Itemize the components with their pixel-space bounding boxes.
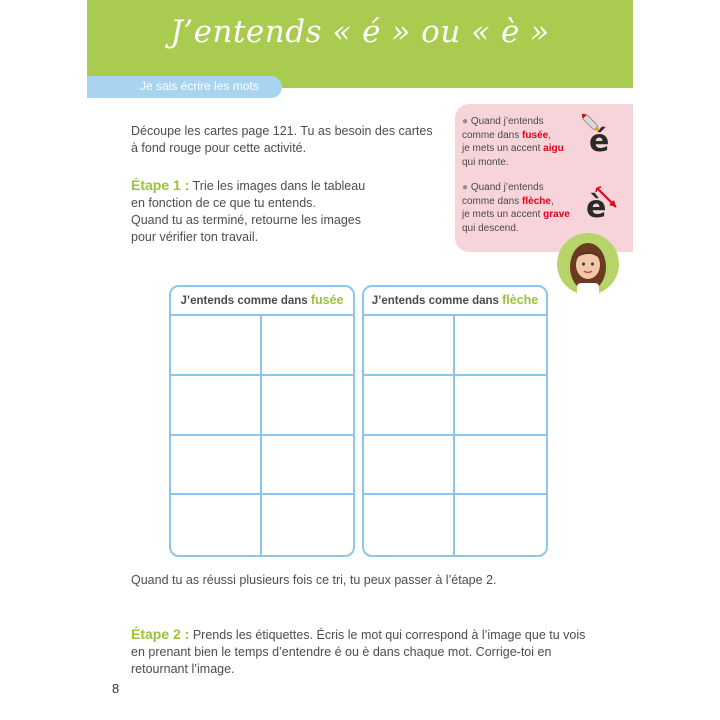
grid-cell[interactable] bbox=[455, 376, 546, 436]
sorting-grid bbox=[364, 316, 546, 555]
rule-keyword: fusée bbox=[522, 129, 549, 141]
girl-avatar bbox=[557, 233, 619, 295]
intro-text bbox=[131, 123, 433, 157]
after-table-text: Quand tu as réussi plusieurs fois ce tri, tu peux passer à l’étape 2. bbox=[131, 573, 497, 587]
rule-punct: , bbox=[548, 129, 551, 141]
step1-line: Quand tu as terminé, retourne les images bbox=[131, 213, 361, 227]
bullet: ● bbox=[462, 116, 469, 127]
table-header bbox=[171, 287, 353, 316]
rule-line: Quand j’entends bbox=[468, 116, 544, 127]
grid-cell[interactable] bbox=[364, 316, 455, 376]
step2-line: retournant l’image. bbox=[131, 662, 235, 676]
rule-accent: aigu bbox=[543, 143, 564, 154]
rule-line: Quand j’entends bbox=[468, 182, 544, 193]
grid-cell[interactable] bbox=[455, 436, 546, 496]
step2-text bbox=[131, 626, 585, 678]
grid-cell[interactable] bbox=[364, 376, 455, 436]
rule-line: je mets un accent bbox=[462, 209, 544, 220]
rule-line: comme dans bbox=[462, 129, 523, 141]
grid-cell[interactable] bbox=[171, 495, 262, 555]
rule-keyword: flèche bbox=[522, 195, 551, 207]
step1-line: en fonction de ce que tu entends. bbox=[131, 196, 316, 210]
grid-cell[interactable] bbox=[262, 436, 353, 496]
intro-line: à fond rouge pour cette activité. bbox=[131, 141, 307, 155]
bullet: ● bbox=[462, 182, 469, 193]
rule-line: comme dans bbox=[462, 195, 523, 207]
rule-line: qui descend. bbox=[462, 222, 519, 234]
grid-cell[interactable] bbox=[171, 376, 262, 436]
step2-label: Étape 2 : bbox=[131, 626, 190, 642]
girl-illustration bbox=[557, 233, 619, 295]
letter-e-grave: è bbox=[586, 190, 607, 225]
table-keyword: fusée bbox=[310, 293, 344, 307]
page-title: J’entends « é » ou « è » bbox=[170, 14, 550, 50]
rule-line: je mets un accent bbox=[462, 143, 544, 154]
step2-line: en prenant bien le temps d’entendre é ou è dans chaque mot. Corrige-toi en bbox=[131, 645, 552, 659]
step1-line: pour vérifier ton travail. bbox=[131, 230, 259, 244]
grid-cell[interactable] bbox=[262, 376, 353, 436]
rule-line: qui monte. bbox=[462, 156, 509, 168]
grid-cell[interactable] bbox=[455, 495, 546, 555]
step2-line: Prends les étiquettes. Écris le mot qui correspond à l’image que tu vois bbox=[189, 628, 586, 642]
sorting-grid bbox=[171, 316, 353, 555]
section-subtitle: Je sais écrire les mots bbox=[140, 79, 259, 93]
table-header bbox=[364, 287, 546, 316]
rule-accent: grave bbox=[543, 209, 570, 220]
grid-cell[interactable] bbox=[262, 316, 353, 376]
grid-cell[interactable] bbox=[364, 495, 455, 555]
grid-cell[interactable] bbox=[171, 436, 262, 496]
table-fleche bbox=[362, 285, 548, 557]
table-header-text: J’entends comme dans bbox=[180, 295, 311, 307]
step1-label: Étape 1 : bbox=[131, 177, 190, 193]
grid-cell[interactable] bbox=[364, 436, 455, 496]
table-keyword: flèche bbox=[502, 293, 539, 307]
rule-aigu bbox=[462, 115, 564, 169]
step1-text bbox=[131, 177, 365, 246]
intro-line: Découpe les cartes page 121. Tu as besoin des cartes bbox=[131, 124, 433, 138]
letter-e-aigu: é bbox=[589, 124, 610, 159]
rule-grave bbox=[462, 181, 570, 235]
grid-cell[interactable] bbox=[262, 495, 353, 555]
rule-punct: , bbox=[550, 195, 554, 207]
step1-line: Trie les images dans le tableau bbox=[189, 179, 366, 193]
table-header-text: J’entends comme dans bbox=[371, 295, 503, 307]
page-number: 8 bbox=[112, 681, 120, 696]
grid-cell[interactable] bbox=[171, 316, 262, 376]
grid-cell[interactable] bbox=[455, 316, 546, 376]
table-fusee bbox=[169, 285, 355, 557]
